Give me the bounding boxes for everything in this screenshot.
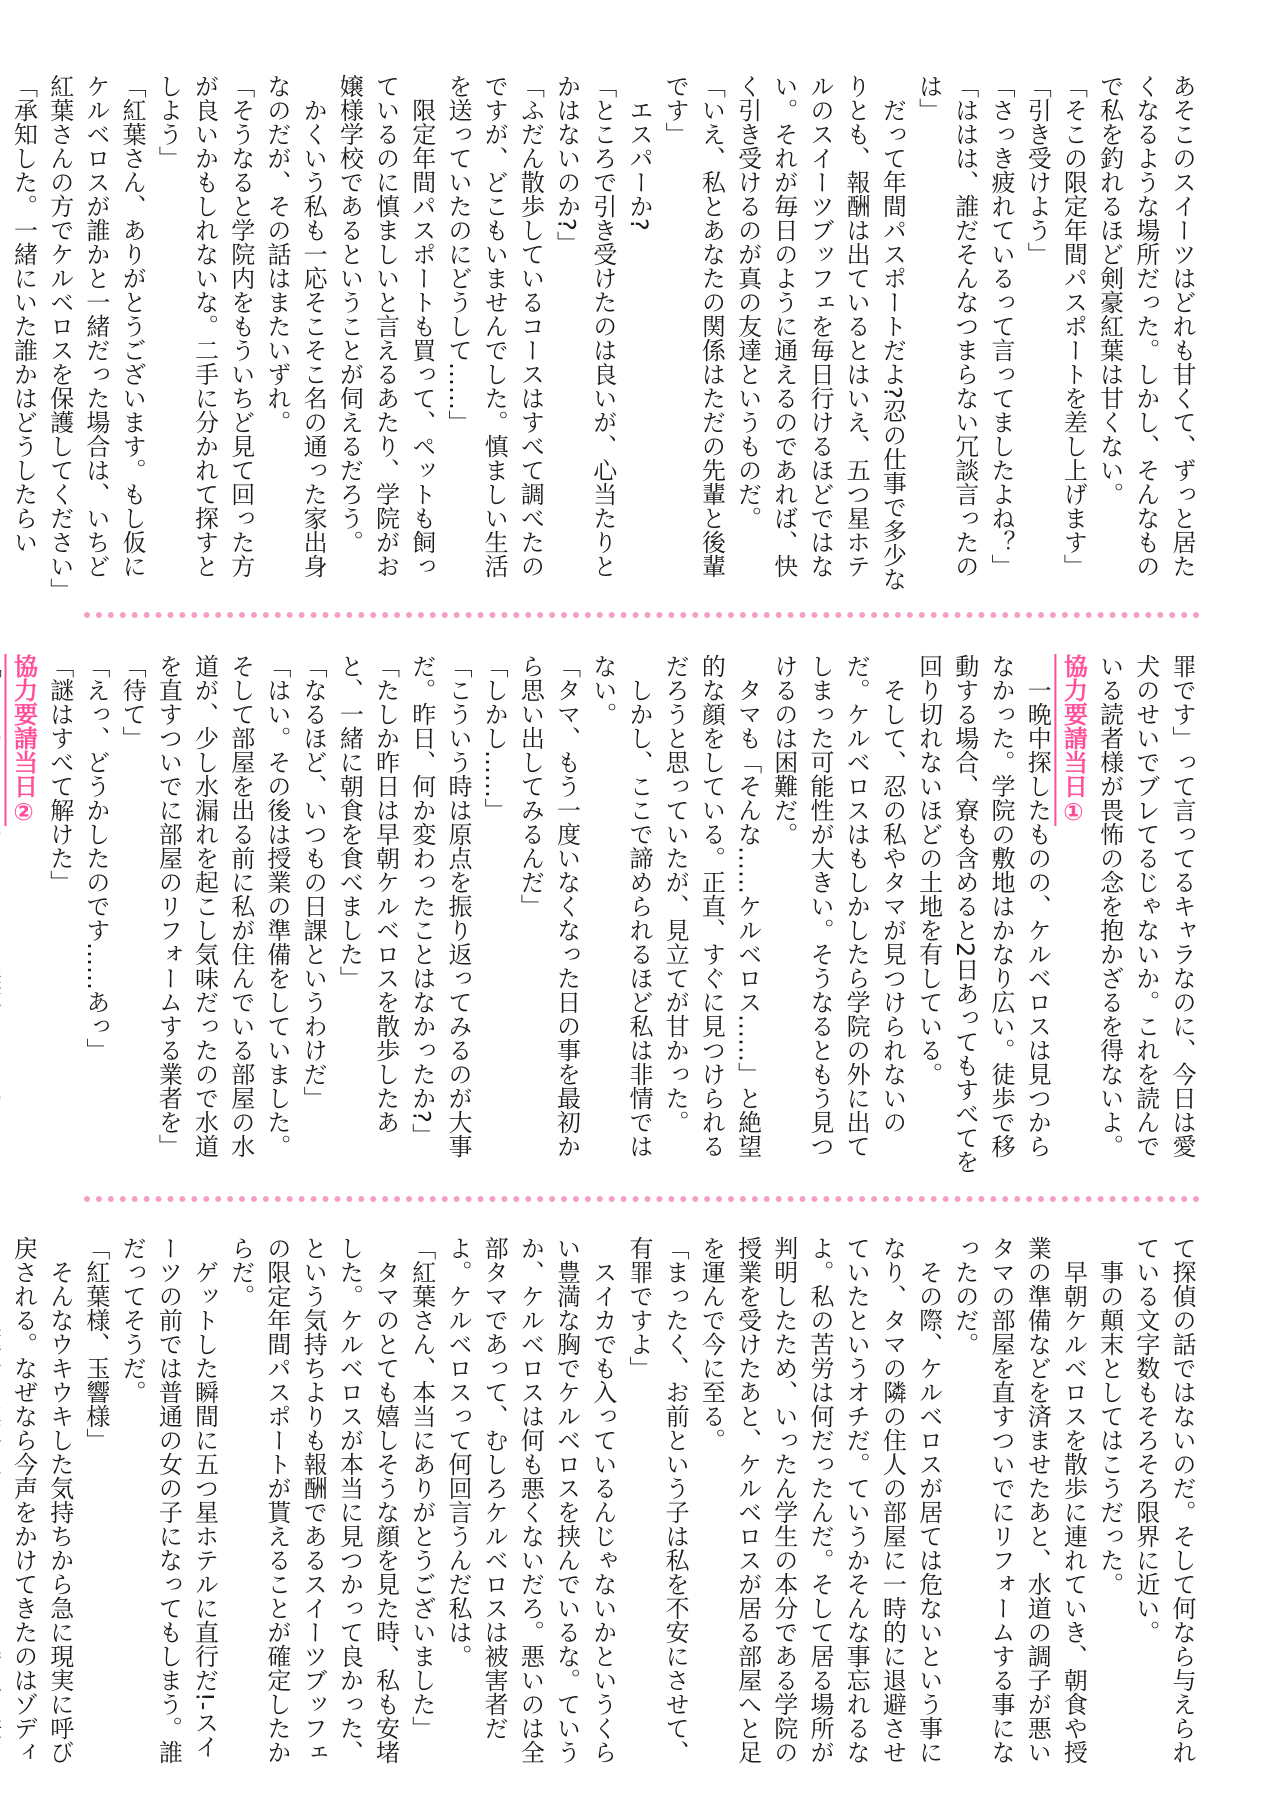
paragraph: タマも「そんな……ケルベロス……」と絶望的な顔をしている。正直、すぐに見つけられるだろうと思っていたが、見立てが甘かった。 <box>661 654 762 1158</box>
paragraph: 「さっき疲れているって言ってましたよね？」 <box>986 74 1015 578</box>
paragraph: タマのとても嬉しそうな顔を見た時、私も安堵した。ケルベロスが本当に見つかって良かった、という気持ちよりも報酬であるスイーツブッフェの限定年間パスポートが貰えることが確定したからだ。 <box>226 1236 400 1764</box>
paragraph: ゲットした瞬間に五つ星ホテルに直行だ!-スイーツの前では普通の女の子になってもしまう。誰だってそうだ。 <box>118 1236 219 1764</box>
paragraph: 「待て」 <box>118 654 147 750</box>
paragraph: エスパーか? <box>624 74 653 231</box>
paragraph: 「こういう時は原点を振り返ってみるのが大事だ。昨日、何か変わったことはなかったか?」 <box>407 654 472 1158</box>
paragraph: 一晩中探したものの、ケルベロスは見つからなかった。学院の敷地はかなり広い。徒歩で移動する場合、寮も含めると2日あってもすべてを回り切れないほどの土地を有している。 <box>914 654 1052 1174</box>
paragraph: スイカでも入っているんじゃないかというくらい豊満な胸でケルベロスを挟んでいるな。ていうか、ケルベロスは何も悪くないだろ。悪いのは全部タマであって、むしろケルベロスは被害者だよ。ケルベロスって何回言うんだ私は。 <box>443 1236 617 1764</box>
paragraph: 「謎はすべて解けた」 <box>45 654 74 894</box>
paragraph: あそこのスイーツはどれも甘くて、ずっと居たくなるような場所だった。しかし、そんなもので私を釣れるほど剣豪紅葉は甘くない。 <box>1095 74 1196 578</box>
paragraph: 「しかし……」 <box>480 654 509 822</box>
paragraph: 「ふだん散歩しているコースはすべて調べたのですが、どこもいませんでした。慎ましい生活を送っていたのにどうして……」 <box>443 74 545 578</box>
paragraph: 「紅葉さん、ありがとうございます。もし仮にケルベロスが誰かと一緒だった場合は、いちど紅葉さんの方でケルベロスを保護してください」 <box>45 74 147 602</box>
paragraph: 「ははは、誰だそんなつまらない冗談言ったのは」 <box>914 74 979 578</box>
paragraph: 「なるほど、いつもの日課というわけだ」 <box>299 654 328 1110</box>
paragraph: その際、ケルベロスが居ては危ないという事になり、タマの隣の住人の部屋に一時的に退避させていたというオチだ。ていうかそんな事忘れるなよ。私の苦労は何だったんだ。そして居る場所が判明したため、いったん学生の本分である学院の授業を受けたあと、ケルベロスが居る部屋へと足を運んで今に至る。 <box>697 1236 943 1764</box>
paragraph: そして、忍の私やタマが見つけられないのだ。ケルベロスはもしかしたら学院の外に出てしまった可能性が大きい。そうなるともう見つけるのは困難だ。 <box>769 654 907 1158</box>
paragraph: 早朝ケルベロスを散歩に連れていき、朝食や授業の準備などを済ませたあと、水道の調子が悪いタマの部屋を直すついでにリフォームする事になったのだ。 <box>950 1236 1088 1764</box>
paragraph: 「たしか昨日は早朝ケルベロスを散歩したあと、一緒に朝食を食べました」 <box>335 654 400 1134</box>
text-section-middle <box>9 654 1200 1176</box>
paragraph: 事の顛末としてはこうだった。 <box>1095 1236 1124 1596</box>
paragraph: 「引き受けよう」 <box>1023 74 1052 266</box>
paragraph: 「まったく、お前という子は私を不安にさせて、有罪ですよ」 <box>624 1236 690 1764</box>
section-heading-2: 協力要請当日② <box>9 654 38 826</box>
paragraph: 「はい。その後は授業の準備をしていました。そして部屋を出る前に私が住んでいる部屋の水道が、少し水漏れを起こし気味だったので水道を直すついでに部屋のリフォームする業者を」 <box>154 654 291 1158</box>
paragraph <box>0 654 5 1176</box>
paragraph: 「承知した。一緒にいた誰かはどうしたらい <box>9 74 38 554</box>
paragraph: 限定年間パスポートも買って、ペットも飼っているのに慎ましいと言えるあたり、学院がお嬢様学校であるということが伺えるだろう。 <box>335 74 436 578</box>
paragraph: 「紅葉さん、本当にありがとうございました」 <box>407 1236 436 1740</box>
paragraph: 「そこの限定年間パスポートを差し上げます」 <box>1059 74 1088 578</box>
paragraph: て探偵の話ではないのだ。そして何なら与えられている文字数もそろそろ限界に近い。 <box>1131 1236 1196 1764</box>
paragraph: 「紅葉様、玉響様」 <box>81 1236 110 1452</box>
paragraph: 「えっ、どうかしたのです……あっ」 <box>81 654 110 1062</box>
text-section-top <box>9 74 1200 602</box>
paragraph: そんなウキウキした気持ちから急に現実に呼び戻される。なぜなら今声をかけてきたのはゾディ <box>9 1236 74 1764</box>
paragraph: しかし、ここで諦められるほど私は非情ではない。 <box>588 654 653 1158</box>
text-section-bottom <box>9 1236 1200 1766</box>
paragraph: 罪です」って言ってるキャラなのに、今日は愛犬のせいでブレてるじゃないか。これを読んでいる読者様が畏怖の念を抱かざるを得ないよ。 <box>1095 654 1196 1158</box>
paragraph: だって年間パスポートだよ?忍の仕事で多少なりとも、報酬は出ているとはいえ、五つ星ホテルのスイーツブッフェを毎日行けるほどではない。それが毎日のように通えるのであれば、快く引き受けるのが真の友達というものだ。 <box>733 74 907 591</box>
paragraph: 「いえ、私とあなたの関係はただの先輩と後輩です」 <box>661 74 726 578</box>
paragraph: かくいう私も一応そこそこ名の通った家出身なのだが、その話はまたいずれ。 <box>262 74 328 578</box>
section-heading-1: 協力要請当日① <box>1059 654 1088 826</box>
dotted-divider <box>84 1196 1200 1202</box>
paragraph: 「タマ、もう一度いなくなった日の事を最初から思い出してみるんだ」 <box>516 654 581 1158</box>
dotted-divider <box>84 612 1200 618</box>
paragraph: 「そうなると学院内をもういちど見て回った方が良いかもしれないな。二手に分かれて探すとしよう」 <box>154 74 255 578</box>
paragraph: 「ところで引き受けたのは良いが、心当たりとかはないのか?」 <box>552 74 617 578</box>
